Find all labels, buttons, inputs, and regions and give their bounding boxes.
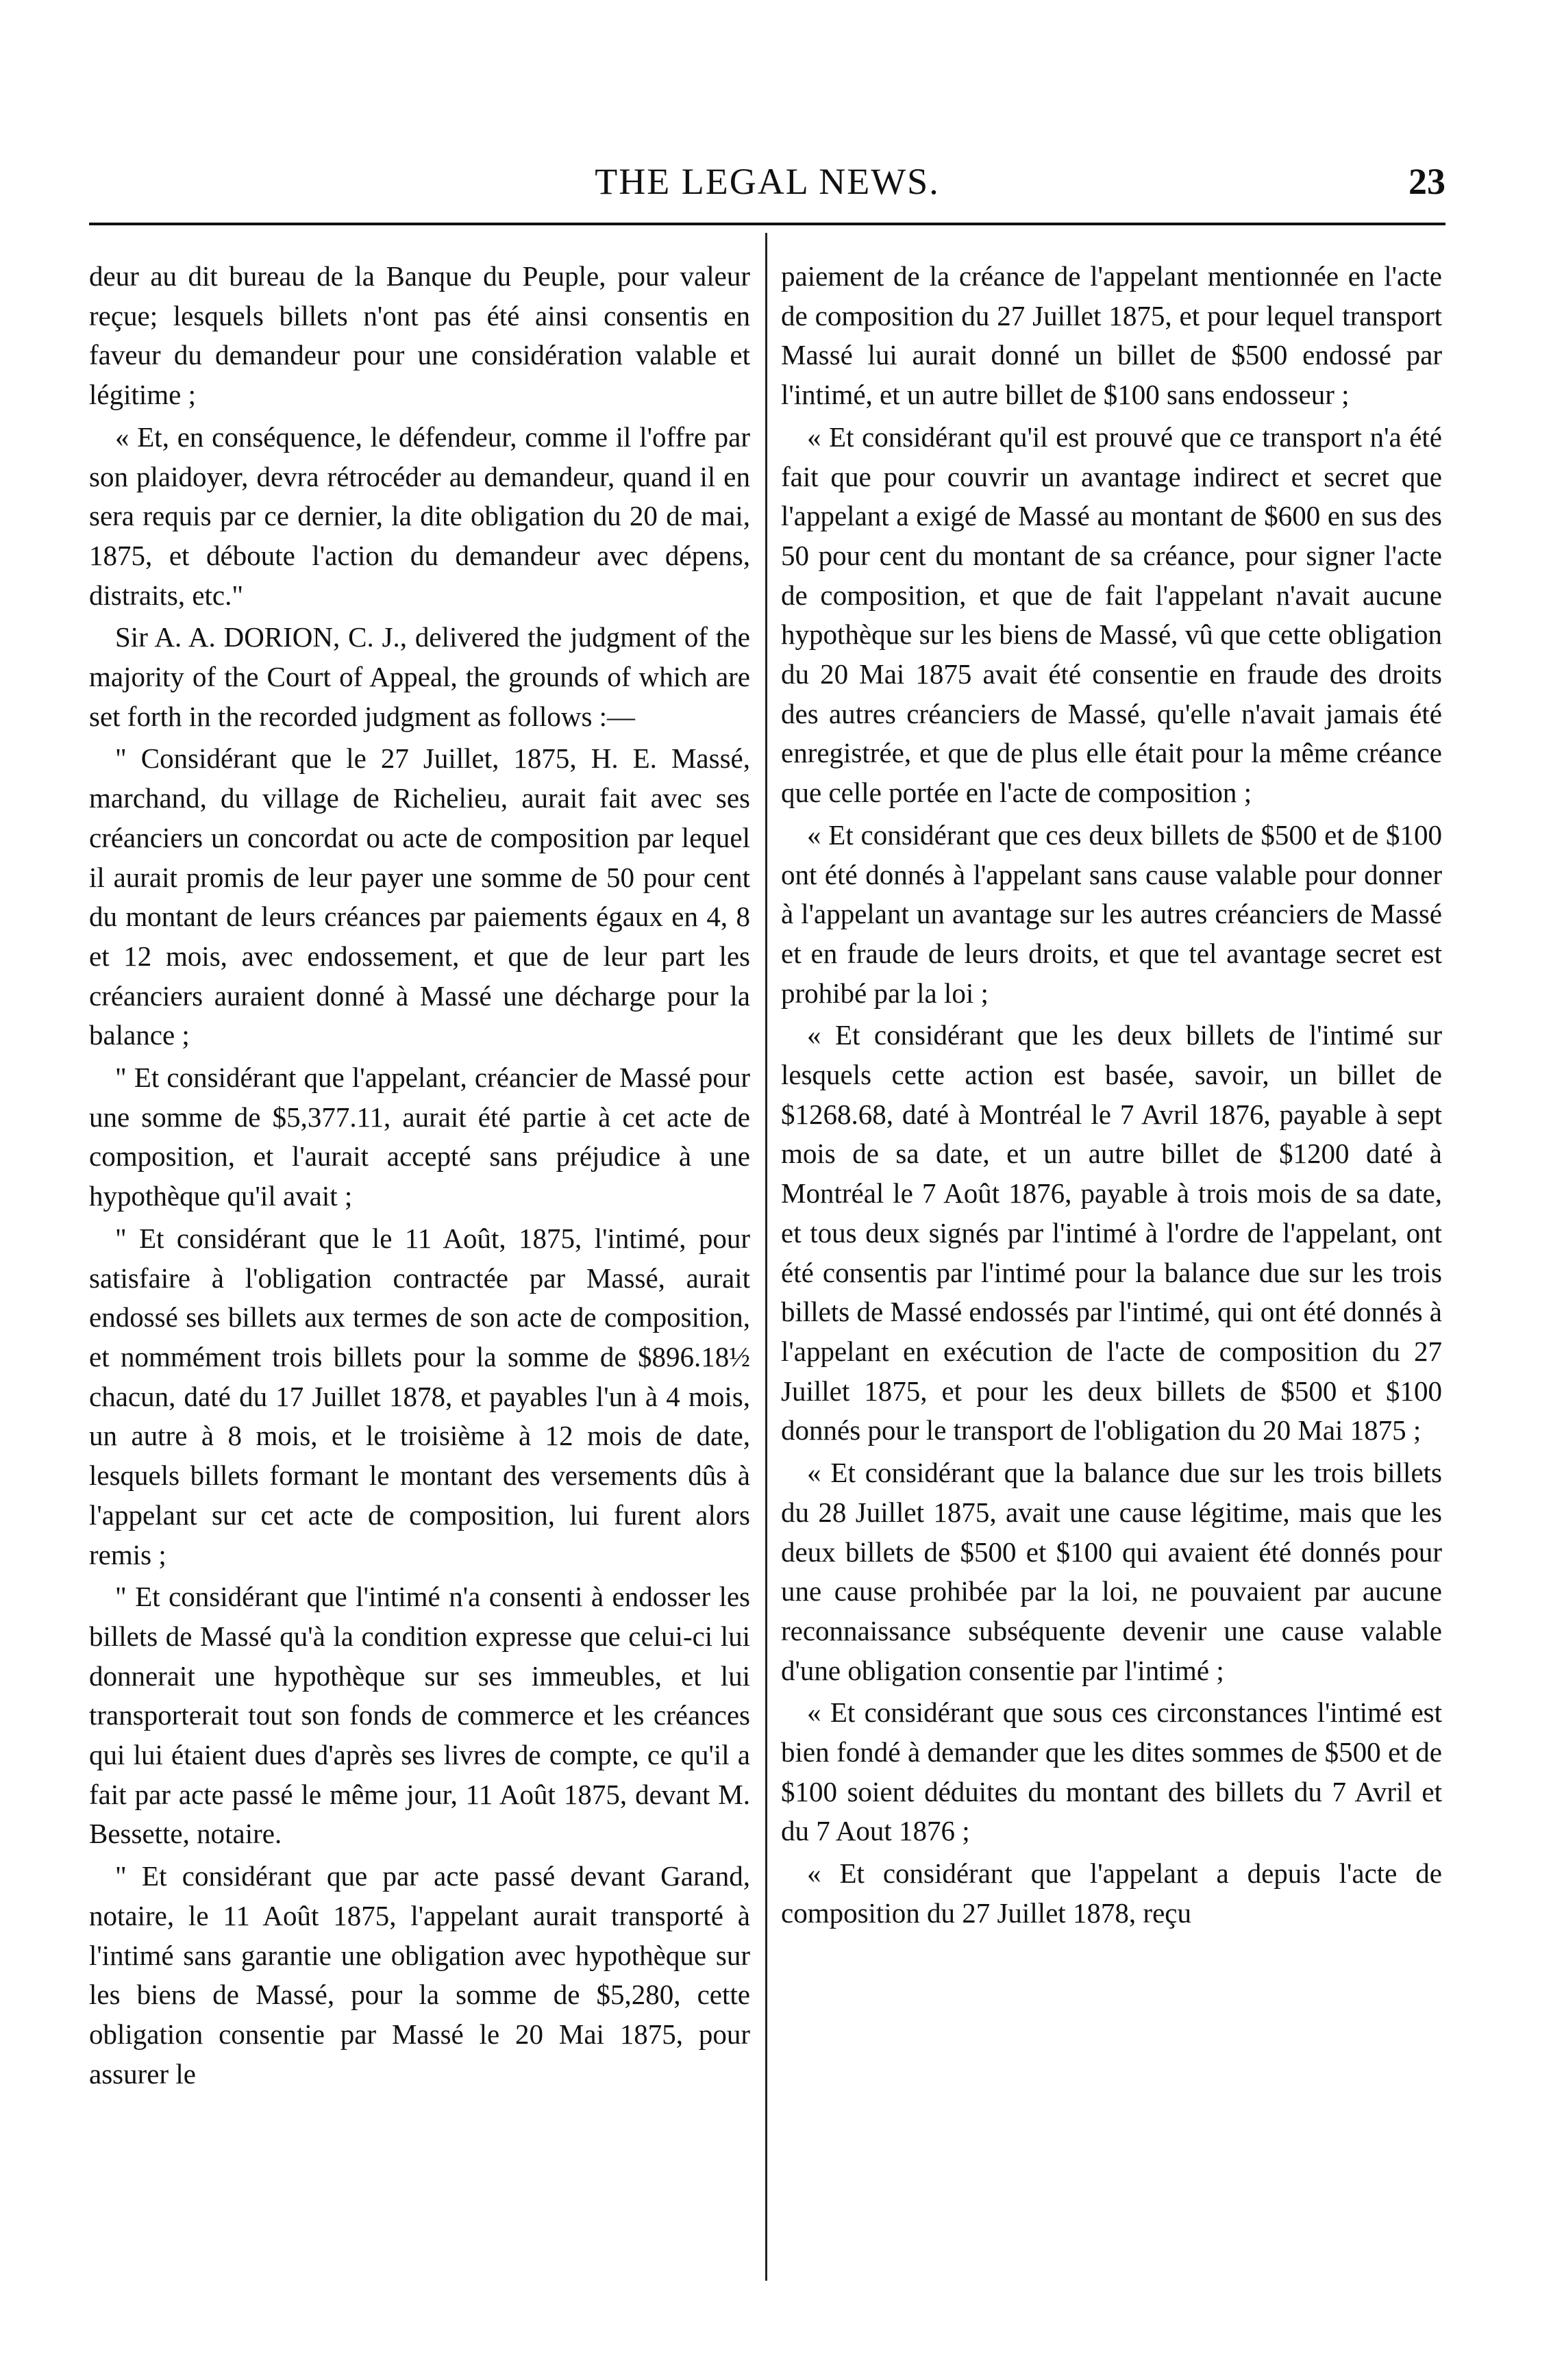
paragraph: Sir A. A. DORION, C. J., delivered the judgment of the majority of the Court of Appeal, the grounds of which are set forth in the recorded judgment as follows :— [89, 621, 750, 732]
paragraph: « Et considérant que ces deux billets de $500 et de $100 ont été donnés à l'appelant sans cause valable pour donner à l'appelant un avantage sur les autres créanciers de Massé et en fraude de leurs droits, et que tel avantage secret est prohibé par la loi ; [781, 818, 1442, 1009]
paragraph: « Et considérant que la balance due sur les trois billets du 28 Juillet 1875, avait une cause légitime, mais que les deux billets de $500 et $100 qui avaient été donnés pour une cause prohibée par la loi, ne pouvaient par aucune reconnaissance subséquente devenir une cause valable d'une obligation consentie par l'intimé ; [781, 1457, 1442, 1686]
paragraph: « Et considérant que sous ces circonstances l'intimé est bien fondé à demander que les dites sommes de $500 et de $100 soient déduites du montant des billets du 7 Avril et du 7 Aout 1876 ; [781, 1696, 1442, 1847]
paragraph: « Et considérant que les deux billets de l'intimé sur lesquels cette action est basée, savoir, un billet de $1268.68, daté à Montréal le 7 Avril 1876, payable à sept mois de sa date, et un autre billet de $1200 daté à Montréal le 7 Août 1876, payable à trois mois de sa date, et tous deux signés par l'intimé à l'ordre de l'appelant, ont été consentis par l'intimé pour la balance due sur les trois billets de Massé endossés par l'intimé, qui ont été donnés à l'appelant en exécution de l'acte de composition du 27 Juillet 1875, et pour les deux billets de $500 et $100 donnés pour le transport de l'obligation du 20 Mai 1875 ; [781, 1019, 1442, 1446]
paragraph: deur au dit bureau de la Banque du Peuple, pour valeur reçue; lesquels billets n'ont pas été ainsi consentis en faveur du demandeur pour une considération valable et légitime ; [89, 260, 750, 411]
page-header [89, 154, 1445, 209]
paragraph: « Et, en conséquence, le défendeur, comme il l'offre par son plaidoyer, devra rétrocéder au demandeur, quand il en sera requis par ce dernier, la dite obligation du 20 de mai, 1875, et déboute l'action du demandeur avec dépens, distraits, etc." [89, 421, 750, 611]
paragraph: " Et considérant que l'intimé n'a consenti à endosser les billets de Massé qu'à la condition expresse que celui-ci lui donnerait une hypothèque sur ses immeubles, et lui transporterait tout son fonds de commerce et les créances qui lui étaient dues d'après ses livres de compte, ce qu'il a fait par acte passé le même jour, 11 Août 1875, devant M. Bessette, notaire. [89, 1581, 750, 1850]
left-column [89, 257, 750, 2284]
paragraph: « Et considérant que l'appelant a depuis l'acte de composition du 27 Juillet 1878, reçu [781, 1857, 1442, 1929]
paragraph: " Et considérant que le 11 Août, 1875, l'intimé, pour satisfaire à l'obligation contractée par Massé, aurait endossé ses billets aux termes de son acte de composition, et nommément trois billets pour la somme de $896.18½ chacun, daté du 17 Juillet 1878, et payables l'un à 4 mois, un autre à 8 mois, et le troisième à 12 mois de date, lesquels billets formant le montant des versements dûs à l'appelant sur cet acte de composition, lui furent alors remis ; [89, 1222, 750, 1570]
paragraph: " Considérant que le 27 Juillet, 1875, H. E. Massé, marchand, du village de Richelieu, aurait fait avec ses créanciers un concordat ou acte de composition par lequel il aurait promis de leur payer une somme de 50 pour cent du montant de leurs créances par paiements égaux en 4, 8 et 12 mois, avec endossement, et que de leur part les créanciers auraient donné à Massé une décharge pour la balance ; [89, 742, 750, 1051]
paragraph: " Et considérant que l'appelant, créancier de Massé pour une somme de $5,377.11, aurait été partie à cet acte de composition, et l'aurait accepté sans préjudice à une hypothèque qu'il avait ; [89, 1062, 750, 1212]
running-title: THE LEGAL NEWS. [595, 161, 940, 202]
page-number: 23 [1408, 161, 1445, 202]
right-column [781, 257, 1442, 2284]
paragraph: " Et considérant que par acte passé devant Garand, notaire, le 11 Août 1875, l'appelant aurait transporté à l'intimé sans garantie une obligation avec hypothèque sur les biens de Massé, pour la somme de $5,280, cette obligation consentie par Massé le 20 Mai 1875, pour assurer le [89, 1860, 750, 2090]
header-rule [89, 223, 1445, 225]
paragraph: paiement de la créance de l'appelant mentionnée en l'acte de composition du 27 Juillet 1875, et pour lequel transport Massé lui aurait donné un billet de $500 endossé par l'intimé, et un autre billet de $100 sans endosseur ; [781, 260, 1442, 411]
paragraph: « Et considérant qu'il est prouvé que ce transport n'a été fait que pour couvrir un avantage indirect et secret que l'appelant a exigé de Massé au montant de $600 en sus des 50 pour cent du montant de sa créance, pour signer l'acte de composition, et que de fait l'appelant n'avait aucune hypothèque sur les biens de Massé, vû que cette obligation du 20 Mai 1875 avait été consentie en fraude des droits des autres créanciers de Massé, qu'elle n'avait jamais été enregistrée, et que de plus elle était pour la même créance que celle portée en l'acte de composition ; [781, 421, 1442, 809]
column-divider [765, 233, 767, 2281]
